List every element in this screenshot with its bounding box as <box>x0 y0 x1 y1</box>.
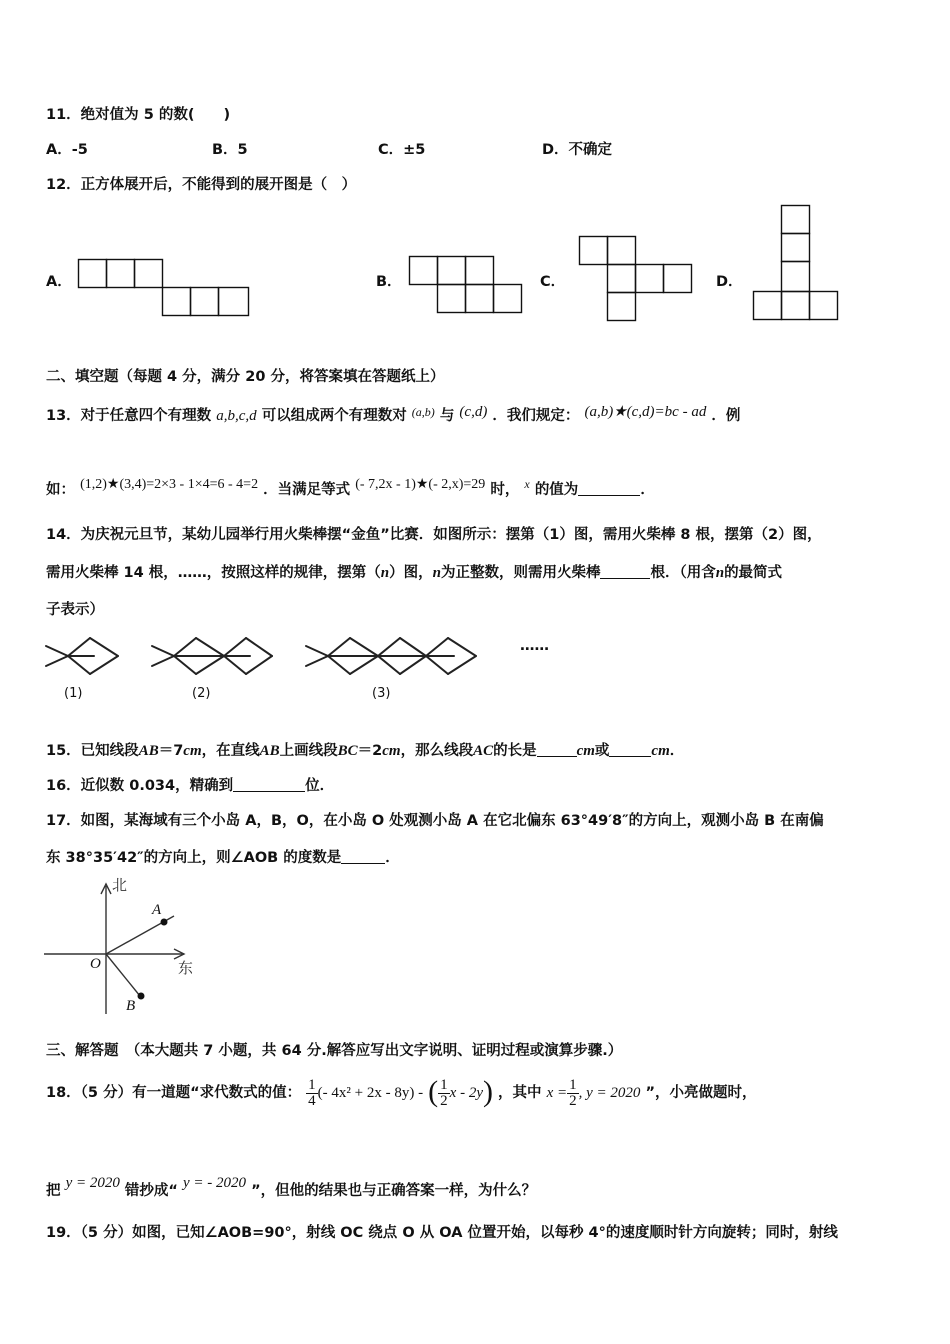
q18-expression-1: (- 4x² + 2x - 8y) - <box>317 1085 424 1101</box>
q15-text-3: ，在直线 <box>201 743 260 759</box>
compass-east-label: 东 <box>178 959 194 977</box>
q13-math-x: x <box>524 477 530 491</box>
q18-paren-close: ) <box>482 1075 493 1108</box>
q16-text-2: 位． <box>305 778 335 794</box>
q17-text-b: ． <box>385 850 400 866</box>
q18-wrong-value-1: y = 2020 <box>65 1175 120 1191</box>
q14-text-d: 根．（用含 <box>650 565 716 581</box>
q18-fraction-1 <box>306 1078 318 1109</box>
q18-fraction-1-den: 4 <box>308 1092 316 1109</box>
q14-text-c: 为正整数，则需用火柴棒 <box>440 565 601 581</box>
q18-text-2: ，其中 <box>498 1085 542 1101</box>
q13-text-6: 如： <box>46 482 75 498</box>
q13-line1 <box>46 402 740 425</box>
q18-paren-open: ( <box>428 1075 439 1108</box>
cube-net-c <box>579 236 694 323</box>
q15-text-8: 或 <box>594 743 610 759</box>
fish-figure-3 <box>304 630 478 674</box>
q18-line2 <box>46 1175 536 1200</box>
q15-text-4: 上画线段 <box>279 743 338 759</box>
q15-ac: AC <box>473 743 494 759</box>
q13-text-10: ． <box>640 482 655 498</box>
q12-option-c: C． <box>540 274 566 290</box>
compass-a-label: A <box>152 902 162 918</box>
q13-math-abcd: a,b,c,d <box>216 408 257 424</box>
q16-text-1: 16．近似数 0.034，精确到 <box>46 778 234 794</box>
q15-cm-3: cm <box>576 743 595 759</box>
q13-math-ab: (a,b) <box>411 405 435 419</box>
q18-fraction-3-num: 1 <box>569 1076 577 1093</box>
q18-fraction-2-num: 1 <box>440 1076 448 1093</box>
q17-line2 <box>46 846 400 867</box>
cube-net-d <box>753 205 841 321</box>
q13-math-cd: (c,d) <box>459 404 488 420</box>
q15-cm-2: cm <box>382 743 401 759</box>
q13-text-8: 时， <box>490 482 520 498</box>
q15-text-9: ． <box>669 743 685 759</box>
q18-fraction-1-num: 1 <box>308 1076 316 1093</box>
q14-n-2: n <box>432 565 441 581</box>
q18-text-4: 把 <box>46 1183 61 1199</box>
q17-answer-blank[interactable] <box>341 849 385 864</box>
q14-n-1: n <box>380 565 390 581</box>
q18-text-1: 18．（5 分）有一道题“求代数式的值： <box>46 1085 302 1101</box>
q15-text-7: 的长是 <box>493 743 537 759</box>
q19-line1: 19．（5 分）如图，已知∠AOB=90°，射线 OC 绕点 O 从 OA 位置开始，以每秒 4°的速度顺时针方向旋转；同时，射线 <box>46 1225 838 1241</box>
q13-text-1: 13．对于任意四个有理数 <box>46 408 212 424</box>
q13-text-3: 与 <box>439 408 455 424</box>
q15-ab-2: AB <box>259 743 280 759</box>
compass-north-label: 北 <box>112 876 128 894</box>
fish-ellipsis: …… <box>520 638 549 654</box>
q11-option-c: C．±5 <box>378 142 426 158</box>
q13-text-5: ．例 <box>711 408 741 424</box>
q11-option-d: D．不确定 <box>542 142 613 158</box>
q11-option-b: B．5 <box>212 142 248 158</box>
q18-text-6: ”，但他的结果也与正确答案一样，为什么？ <box>251 1183 537 1199</box>
section2-heading: 二、填空题（每题 4 分，满分 20 分，将答案填在答题纸上） <box>46 369 445 385</box>
cube-net-a <box>78 259 250 317</box>
q18-fraction-2 <box>438 1078 450 1109</box>
fish-label-3: (3) <box>372 686 391 701</box>
fish-label-2: (2) <box>192 686 211 701</box>
q15-value-7: 7 <box>173 743 184 759</box>
q15-bc: BC <box>337 743 358 759</box>
q18-condition-y: , y = 2020 <box>578 1085 641 1101</box>
q14-line3: 子表示） <box>46 602 104 618</box>
q15-text-2: ＝ <box>158 743 174 759</box>
section3-heading: 三、解答题 （本大题共 7 小题，共 64 分.解答应写出文字说明、证明过程或演算步骤.） <box>46 1043 623 1059</box>
q13-math-equation: (- 7,2x - 1)★(- 2,x)=29 <box>355 477 486 492</box>
q13-math-rule: (a,b)★(c,d)=bc - ad <box>584 404 707 420</box>
q15-answer-blank-1[interactable] <box>537 742 577 757</box>
q15-ab: AB <box>138 743 159 759</box>
q15-line <box>46 739 684 760</box>
q18-text-3: ”，小亮做题时， <box>645 1085 757 1101</box>
q18-line1 <box>46 1070 757 1115</box>
compass-figure <box>40 874 200 1019</box>
q13-math-example: (1,2)★(3,4)=2×3 - 1×4=6 - 4=2 <box>80 477 259 492</box>
fish-figure-1 <box>44 630 124 674</box>
q17-line1: 17．如图，某海域有三个小岛 A，B，O，在小岛 O 处观测小岛 A 在它北偏东 63°49′8″的方向上，观测小岛 B 在南偏 <box>46 813 824 829</box>
q13-line2 <box>46 476 655 499</box>
q12-option-a: A． <box>46 274 72 290</box>
q14-n-3: n <box>715 565 725 581</box>
q14-text-e: 的最简式 <box>724 565 783 581</box>
compass-o-label: O <box>90 956 101 972</box>
q18-fraction-2-den: 2 <box>440 1092 448 1109</box>
q15-value-2: 2 <box>372 743 383 759</box>
q17-text-a: 东 38°35′42″的方向上，则∠AOB 的度数是 <box>46 850 342 866</box>
cube-net-b <box>409 256 523 314</box>
q18-fraction-3 <box>567 1078 579 1109</box>
q18-text-5: 错抄成“ <box>124 1183 178 1199</box>
q13-text-7: ．当满足等式 <box>263 482 351 498</box>
q12-option-b: B． <box>376 274 402 290</box>
q15-answer-blank-2[interactable] <box>609 742 651 757</box>
q11-option-a: A．-5 <box>46 142 88 158</box>
q13-text-9: 的值为 <box>534 482 579 498</box>
q16-answer-blank[interactable] <box>233 777 305 792</box>
q12-stem: 12．正方体展开后，不能得到的展开图是（ ） <box>46 177 357 193</box>
q18-wrong-value-2: y = - 2020 <box>183 1175 247 1191</box>
compass-b-label: B <box>126 998 136 1014</box>
q14-text-b: ）图， <box>389 565 433 581</box>
q18-fraction-3-den: 2 <box>569 1092 577 1109</box>
q15-text-6: ，那么线段 <box>400 743 474 759</box>
q15-text-1: 15．已知线段 <box>46 743 139 759</box>
q18-expression-2: x - 2y <box>449 1085 483 1101</box>
q15-cm-4: cm <box>651 743 670 759</box>
q13-text-2: 可以组成两个有理数对 <box>261 408 407 424</box>
q14-answer-blank[interactable] <box>600 564 650 579</box>
q14-text-a: 需用火柴棒 14 根，……，按照这样的规律，摆第（ <box>46 565 381 581</box>
q11-stem: 11．绝对值为 5 的数( ) <box>46 107 231 123</box>
q15-text-5: ＝ <box>357 743 373 759</box>
q13-answer-blank[interactable] <box>578 481 640 496</box>
fish-label-1: (1) <box>64 686 83 701</box>
q15-cm-1: cm <box>183 743 202 759</box>
q14-line1: 14．为庆祝元旦节，某幼儿园举行用火柴棒摆“金鱼”比赛．如图所示：摆第（1）图，需用火柴棒 8 根，摆第（2）图， <box>46 527 822 543</box>
q13-text-4: ．我们规定： <box>492 408 580 424</box>
q12-option-d: D． <box>716 274 743 290</box>
q18-condition-x: x = <box>546 1085 568 1101</box>
q14-line2 <box>46 561 782 582</box>
q16-line <box>46 774 334 795</box>
fish-figure-2 <box>150 630 274 674</box>
